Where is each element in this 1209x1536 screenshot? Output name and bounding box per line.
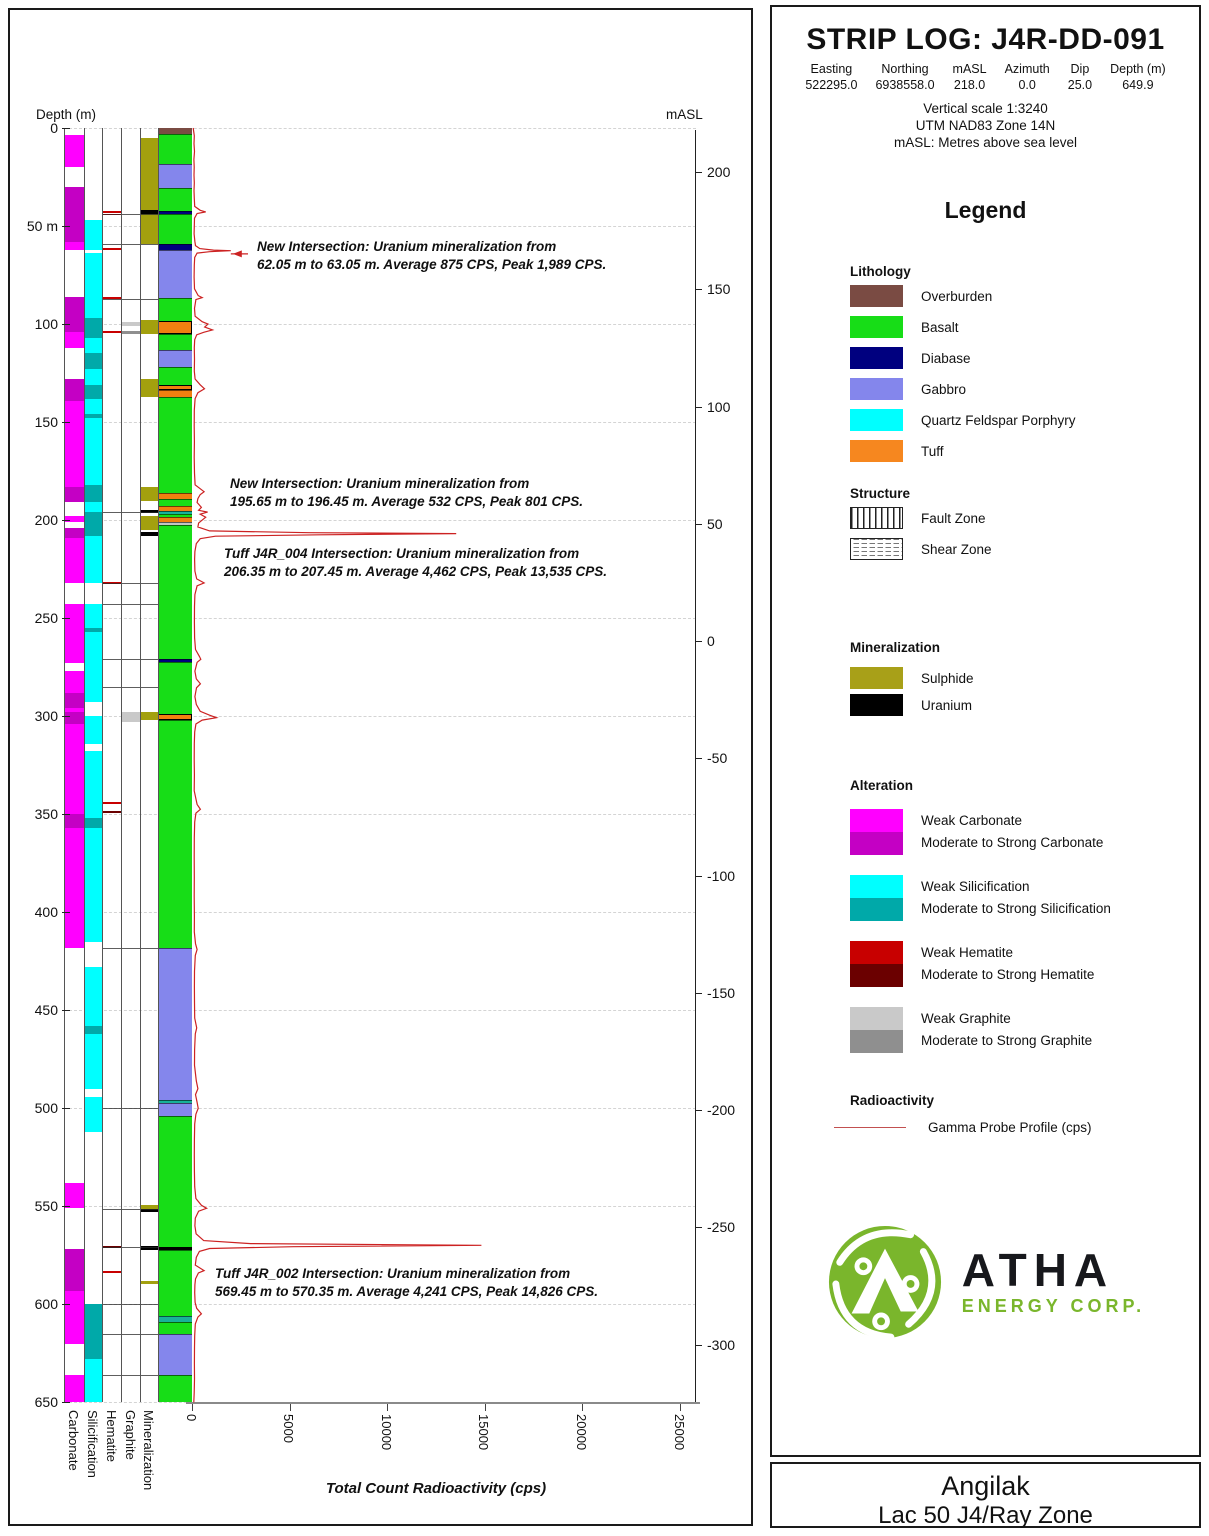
alteration-swatch-weak [850, 1007, 903, 1030]
masl-tick-label: -300 [707, 1336, 736, 1353]
gamma-legend-label: Gamma Probe Profile (cps) [928, 1120, 1092, 1135]
collar-field-value: 522295.0 [805, 78, 858, 92]
column-label-carbonate: Carbonate [66, 1410, 81, 1472]
strip-log-panel [8, 8, 753, 1526]
annotation-line: 195.65 m to 196.45 m. Average 532 CPS, Peak 801 CPS. [230, 493, 583, 509]
company-logo [772, 1223, 1199, 1341]
lithology-swatch-diabase [850, 347, 903, 369]
collar-field-label: Depth (m) [1110, 62, 1166, 76]
lithology-swatch-overburden [850, 285, 903, 307]
collar-field [953, 61, 987, 93]
collar-field-value: 218.0 [953, 78, 986, 92]
radioactivity-tick-label: 20000 [573, 1414, 589, 1451]
mineralization-legend-label: Sulphide [921, 670, 974, 686]
alteration-weak-label: Weak Carbonate [921, 813, 1023, 828]
collar-field-value: 6938558.0 [875, 78, 935, 92]
radioactivity-tick-label: 10000 [378, 1414, 394, 1451]
mineralization-legend-label: Uranium [921, 697, 973, 713]
depth-tick-label: 250 [34, 610, 58, 627]
gamma-line-swatch [834, 1127, 906, 1128]
alteration-swatch-weak [850, 941, 903, 964]
brand-name: ATHA [961, 1243, 1115, 1296]
lithology-legend-label: Tuff [921, 443, 944, 459]
fault-zone-swatch [850, 507, 903, 529]
structure-legend-label: Shear Zone [921, 541, 992, 557]
lithology-legend-label: Quartz Feldspar Porphyry [921, 412, 1076, 428]
lithology-swatch-gabbro [850, 378, 903, 400]
intersection-annotation [224, 545, 607, 580]
alteration-labels [921, 809, 1103, 855]
shear-zone-swatch [850, 538, 903, 560]
alteration-swatch-weak [850, 875, 903, 898]
gamma-legend-row [834, 1120, 1199, 1135]
alteration-swatch-strong [850, 1030, 903, 1053]
alteration-swatch-strong [850, 832, 903, 855]
depth-tick-label: 200 [34, 512, 58, 529]
masl-tick-label: -200 [707, 1102, 736, 1118]
brand-subtitle: ENERGY CORP. [961, 1295, 1146, 1316]
project-name: Angilak [941, 1471, 1030, 1501]
lithology-legend-row [850, 409, 1199, 431]
structure-legend-row [850, 507, 1199, 529]
intersection-annotation [257, 238, 606, 273]
mineralization-swatch-uranium [850, 694, 903, 716]
collar-field [1110, 61, 1166, 93]
masl-tick-label: -50 [707, 750, 728, 767]
lithology-legend-label: Overburden [921, 288, 993, 304]
masl-tick-label: -100 [707, 867, 736, 884]
alteration-weak-label: Weak Hematite [921, 945, 1014, 960]
zone-name: Lac 50 J4/Ray Zone [878, 1502, 1093, 1529]
masl-tick-label: -250 [707, 1219, 736, 1236]
alteration-legend-group [850, 875, 1199, 921]
depth-tick-label: 400 [34, 904, 58, 921]
structure-heading: Structure [850, 486, 911, 501]
depth-tick-label: 450 [34, 1002, 58, 1019]
masl-tick-label: 50 [707, 515, 723, 532]
alteration-swatch-weak [850, 809, 903, 832]
collar-field-label: Easting [810, 62, 853, 76]
radioactivity-tick-label: 15000 [476, 1414, 492, 1451]
annotation-line: New Intersection: Uranium mineralization from [230, 476, 530, 491]
collar-field [1005, 61, 1050, 93]
masl-axis-label: mASL [666, 107, 703, 122]
collar-field-value: 649.9 [1122, 78, 1154, 92]
annotation-line: 206.35 m to 207.45 m. Average 4,462 CPS, Peak 13,535 CPS. [224, 563, 607, 579]
masl-tick-label: 150 [707, 281, 731, 298]
scale-note-line: mASL: Metres above sea level [893, 135, 1078, 150]
alteration-heading: Alteration [850, 778, 914, 793]
alteration-labels [921, 1007, 1092, 1053]
alteration-legend-group [850, 941, 1199, 987]
alteration-legend-rows [772, 809, 1199, 1053]
lithology-legend-label: Basalt [921, 319, 959, 335]
alteration-labels [921, 875, 1111, 921]
alteration-swatch [850, 809, 903, 855]
column-label-silicification: Silicification [85, 1410, 100, 1479]
collar-field-label: Dip [1070, 62, 1090, 76]
lithology-legend-label: Diabase [921, 350, 971, 366]
mineralization-swatch-sulphide [850, 667, 903, 689]
annotation-line: 569.45 m to 570.35 m. Average 4,241 CPS, Peak 14,826 CPS. [215, 1283, 598, 1299]
mineralization-heading: Mineralization [850, 640, 941, 655]
radioactivity-tick-label: 25000 [671, 1414, 687, 1451]
project-box [770, 1462, 1201, 1528]
depth-axis-label: Depth (m) [36, 107, 97, 122]
legend-panel [770, 5, 1201, 1457]
mineralization-legend-row [850, 667, 1199, 689]
depth-tick-label: 100 [34, 316, 58, 333]
page-title: STRIP LOG: J4R-DD-091 [806, 23, 1165, 56]
column-label-mineralization: Mineralization [141, 1410, 156, 1491]
alteration-swatch [850, 941, 903, 987]
depth-tick-label: 350 [34, 806, 58, 823]
depth-tick-label: 550 [34, 1198, 58, 1215]
alteration-legend-group [850, 809, 1199, 855]
alteration-strong-label: Moderate to Strong Carbonate [921, 835, 1104, 850]
collar-info-table [772, 61, 1199, 93]
annotation-line: Tuff J4R_004 Intersection: Uranium mineralization from [224, 546, 580, 561]
lithology-swatch-basalt [850, 316, 903, 338]
masl-tick-label: -150 [707, 984, 736, 1001]
masl-tick-label: 200 [707, 164, 731, 180]
collar-field-label: Azimuth [1004, 62, 1050, 76]
alteration-swatch-strong [850, 964, 903, 987]
collar-field-label: mASL [952, 62, 987, 76]
lithology-swatch-tuff [850, 440, 903, 462]
alteration-weak-label: Weak Graphite [921, 1011, 1011, 1026]
radioactivity-tick-label: 5000 [281, 1414, 297, 1444]
mineralization-legend-row [850, 694, 1199, 716]
depth-tick-label: 600 [34, 1296, 58, 1313]
annotation-line: New Intersection: Uranium mineralization from [257, 239, 557, 254]
structure-legend-label: Fault Zone [921, 510, 986, 526]
lithology-swatch-quartz-feldspar-porphyry [850, 409, 903, 431]
depth-tick-label: 300 [34, 708, 58, 725]
scale-note-line: Vertical scale 1:3240 [923, 101, 1048, 116]
structure-legend-rows [772, 507, 1199, 560]
depth-tick-label: 0 [50, 120, 58, 136]
lithology-legend-rows [772, 285, 1199, 462]
depth-tick-label: 50 m [26, 218, 58, 235]
collar-field-label: Northing [881, 62, 929, 76]
lithology-legend-row [850, 285, 1199, 307]
radioactivity-tick-label: 0 [183, 1414, 199, 1422]
alteration-strong-label: Moderate to Strong Silicification [921, 901, 1111, 916]
alteration-legend-group [850, 1007, 1199, 1053]
lithology-legend-row [850, 440, 1199, 462]
lithology-heading: Lithology [850, 264, 911, 279]
radioactivity-axis-title: Total Count Radioactivity (cps) [325, 1480, 547, 1498]
scale-notes [772, 100, 1199, 151]
annotation-line: Tuff J4R_002 Intersection: Uranium mineralization from [215, 1266, 571, 1281]
column-label-graphite: Graphite [122, 1410, 138, 1461]
alteration-strong-label: Moderate to Strong Graphite [921, 1033, 1093, 1048]
intersection-annotation [215, 1265, 598, 1300]
mineralization-legend-rows [772, 667, 1199, 716]
collar-field-value: 25.0 [1067, 78, 1093, 92]
alteration-swatch-strong [850, 898, 903, 921]
lithology-legend-row [850, 378, 1199, 400]
collar-field [1068, 61, 1092, 93]
alteration-swatch [850, 875, 903, 921]
depth-tick-label: 650 [34, 1394, 58, 1411]
annotation-leader-arrow [233, 250, 242, 257]
depth-tick-label: 150 [34, 414, 58, 431]
masl-tick-label: 100 [707, 398, 731, 415]
scale-note-line: UTM NAD83 Zone 14N [915, 118, 1056, 133]
lithology-legend-label: Gabbro [921, 381, 967, 397]
legend-title: Legend [944, 197, 1027, 223]
intersection-annotation [230, 475, 583, 510]
alteration-swatch [850, 1007, 903, 1053]
lithology-legend-row [850, 316, 1199, 338]
collar-field [805, 61, 857, 93]
annotation-line: 62.05 m to 63.05 m. Average 875 CPS, Peak 1,989 CPS. [257, 256, 607, 272]
alteration-labels [921, 941, 1094, 987]
column-label-hematite: Hematite [103, 1410, 119, 1463]
gamma-polyline [193, 128, 481, 1402]
depth-tick-label: 500 [34, 1100, 58, 1117]
atha-logo-icon [826, 1223, 944, 1341]
lithology-legend-row [850, 347, 1199, 369]
alteration-weak-label: Weak Silicification [921, 879, 1030, 894]
collar-field-value: 0.0 [1018, 78, 1036, 92]
radioactivity-heading: Radioactivity [850, 1093, 935, 1108]
alteration-strong-label: Moderate to Strong Hematite [921, 967, 1095, 982]
collar-field [875, 61, 934, 93]
masl-tick-label: 0 [707, 633, 715, 649]
structure-legend-row [850, 538, 1199, 560]
